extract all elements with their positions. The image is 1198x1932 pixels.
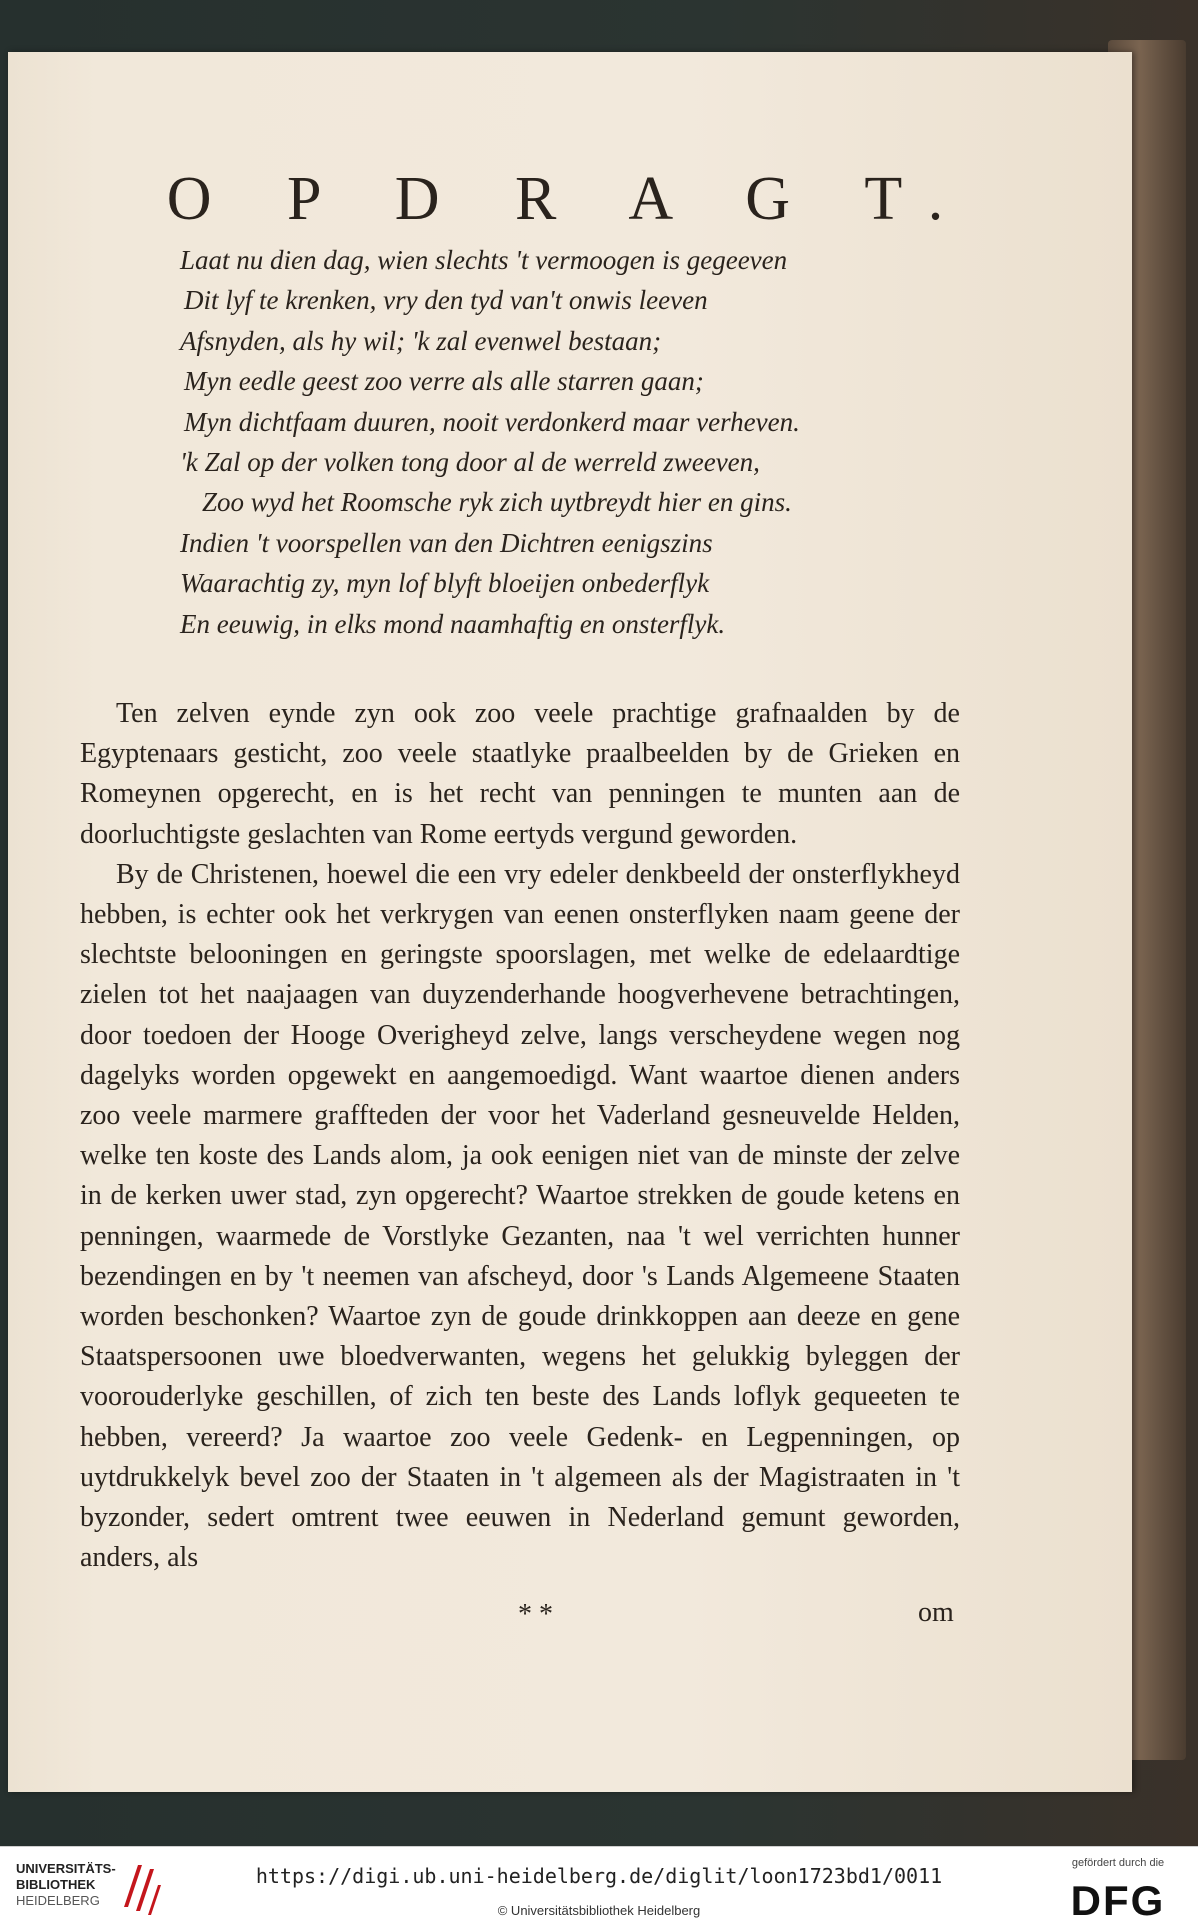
poem-line: Myn dichtfaam duuren, nooit verdonkerd maar verheven. — [184, 406, 800, 437]
copyright-text: © Universitätsbibliothek Heidelberg — [497, 1903, 701, 1918]
poem — [180, 240, 900, 644]
dfg-logo[interactable]: DFG — [1070, 1877, 1166, 1924]
page-url-link[interactable]: https://digi.ub.uni-heidelberg.de/diglit/loon1723bd1/0011 — [255, 1864, 943, 1888]
poem-line: Dit lyf te krenken, vry den tyd van't onwis leeven — [184, 285, 708, 316]
poem-line: En eeuwig, in elks mond naamhaftig en onsterflyk. — [180, 608, 726, 639]
footer-bar — [0, 1846, 1198, 1932]
poem-line: Afsnyden, als hy wil; 'k zal evenwel bestaan; — [180, 325, 662, 356]
library-name-line: BIBLIOTHEK — [16, 1877, 96, 1892]
library-name-line: UNIVERSITÄTS- — [16, 1861, 116, 1876]
catchword: om — [918, 1597, 954, 1628]
poem-line: Waarachtig zy, myn lof blyft bloeijen onbederflyk — [180, 568, 710, 599]
paragraph: Ten zelven eynde zyn ook zoo veele prachtige grafnaalden by de Egyptenaars gesticht, zoo veele staatlyke praalbeelden by de Grieken en Romeynen opgerecht, en is het recht van penningen te munten aan de doorluchtigste geslachten van Rome eertyds vergund geworden. — [80, 698, 960, 850]
library-name-line: HEIDELBERG — [16, 1893, 100, 1908]
funded-by-text: gefördert durch die — [1071, 1857, 1165, 1869]
book-page — [8, 52, 1132, 1792]
poem-line: Laat nu dien dag, wien slechts 't vermoogen is gegeeven — [180, 245, 788, 275]
poem-line: Zoo wyd het Roomsche ryk zich uytbreydt hier en gins. — [202, 487, 792, 518]
paragraph: By de Christenen, hoewel die een vry edeler denkbeeld der onsterflykheyd hebben, is echter ook het verkrygen van eenen onsterflyken naam geene der slechtste belooningen en geringste spoorslagen, met welke de edelaardtige zielen tot het naajaagen van duyzenderhande hoogverhevene betrachtingen, door toedoen der Hooge Overigheyd zelve, langs verscheydene wegen nog dagelyks worden opgewekt en aangemoedigd. Want waartoe dienen anders zoo veele marmere graffteden der voor het Vaderland gesneuvelde Helden, welke ten koste des Lands alom, ja ook eenigen niet van de minste der zelve in de kerken uwer stad, zyn opgerecht? Waartoe strekken de goude ketens en penningen, waarmede de Vorstlyke Gezanten, naa 't wel verrichten hunner bezendingen en by 't neemen van afscheyd, door 's Lands Algemeene Staaten worden beschonken? Waartoe zyn de goude drinkkoppen aan deeze en gene Staatspersoonen uwe bloedverwanten, wegens het gelukkig byleggen der voorouderlyke geschillen, of zich ten beste des Lands loflyk gequeeten te hebben, vereerd? Ja waartoe zoo veele Gedenk- en Legpenningen, op uytdrukkelyk bevel zoo der Staaten in 't algemeen als der Magistraaten in 't byzonder, sedert omtrent twee eeuwen in Nederland gemunt geworden, anders, als — [80, 858, 960, 1574]
poem-line: 'k Zal op der volken tong door al de werreld zweeven, — [180, 447, 760, 478]
body-text — [80, 694, 960, 1578]
page-heading: O P D R A G T. — [166, 165, 974, 233]
signature-mark: * * — [518, 1599, 553, 1630]
poem-line: Myn eedle geest zoo verre als alle starren gaan; — [184, 366, 704, 397]
poem-line: Indien 't voorspellen van den Dichtren eenigszins — [180, 527, 713, 558]
